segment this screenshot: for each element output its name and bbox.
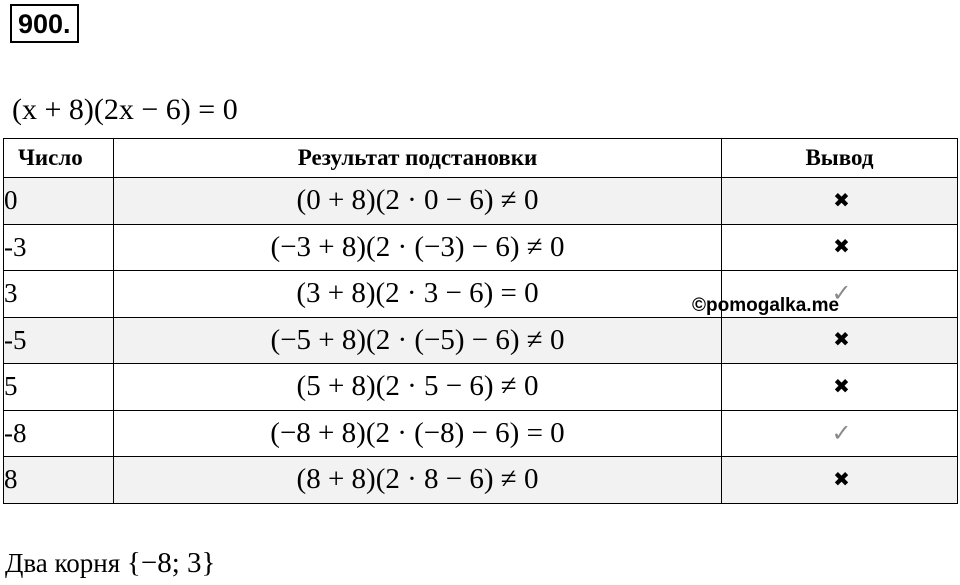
row-verdict — [722, 410, 958, 457]
check-icon: ✓ — [831, 279, 852, 308]
cross-icon: ✖ — [833, 466, 850, 491]
row-substitution: (0 + 8)(2 · 0 − 6) ≠ 0 — [114, 178, 722, 225]
row-number: -5 — [4, 317, 114, 364]
substitution-table — [3, 138, 958, 504]
watermark: ©pomogalka.me — [692, 295, 840, 316]
row-verdict — [722, 178, 958, 225]
problem-number: 900. — [10, 4, 79, 43]
header-substitution: Результат подстановки — [114, 139, 722, 178]
cross-icon: ✖ — [833, 187, 850, 212]
row-substitution: (−8 + 8)(2 · (−8) − 6) = 0 — [114, 410, 722, 457]
table-header-row — [4, 139, 958, 178]
table-row — [4, 317, 958, 364]
row-verdict — [722, 317, 958, 364]
row-substitution: (5 + 8)(2 · 5 − 6) ≠ 0 — [114, 364, 722, 411]
answer-text: Два корня — [5, 548, 121, 578]
table-row — [4, 410, 958, 457]
row-substitution: (3 + 8)(2 · 3 − 6) = 0 — [114, 271, 722, 318]
row-number: -8 — [4, 410, 114, 457]
cross-icon: ✖ — [833, 373, 850, 398]
row-verdict — [722, 224, 958, 271]
row-verdict — [722, 457, 958, 504]
header-number: Число — [4, 139, 114, 178]
table-row — [4, 178, 958, 225]
row-number: 5 — [4, 364, 114, 411]
answer — [5, 546, 215, 580]
row-substitution: (−3 + 8)(2 · (−3) − 6) ≠ 0 — [114, 224, 722, 271]
row-number: 0 — [4, 178, 114, 225]
row-number: -3 — [4, 224, 114, 271]
check-icon: ✓ — [831, 418, 852, 447]
row-verdict — [722, 364, 958, 411]
equation: (x + 8)(2x − 6) = 0 — [12, 93, 238, 126]
header-verdict: Вывод — [722, 139, 958, 178]
answer-set: {−8; 3} — [126, 547, 216, 579]
cross-icon: ✖ — [833, 234, 850, 259]
row-substitution: (8 + 8)(2 · 8 − 6) ≠ 0 — [114, 457, 722, 504]
table-row — [4, 224, 958, 271]
row-substitution: (−5 + 8)(2 · (−5) − 6) ≠ 0 — [114, 317, 722, 364]
table-row — [4, 364, 958, 411]
cross-icon: ✖ — [833, 327, 850, 352]
row-number: 8 — [4, 457, 114, 504]
table-row — [4, 457, 958, 504]
row-number: 3 — [4, 271, 114, 318]
